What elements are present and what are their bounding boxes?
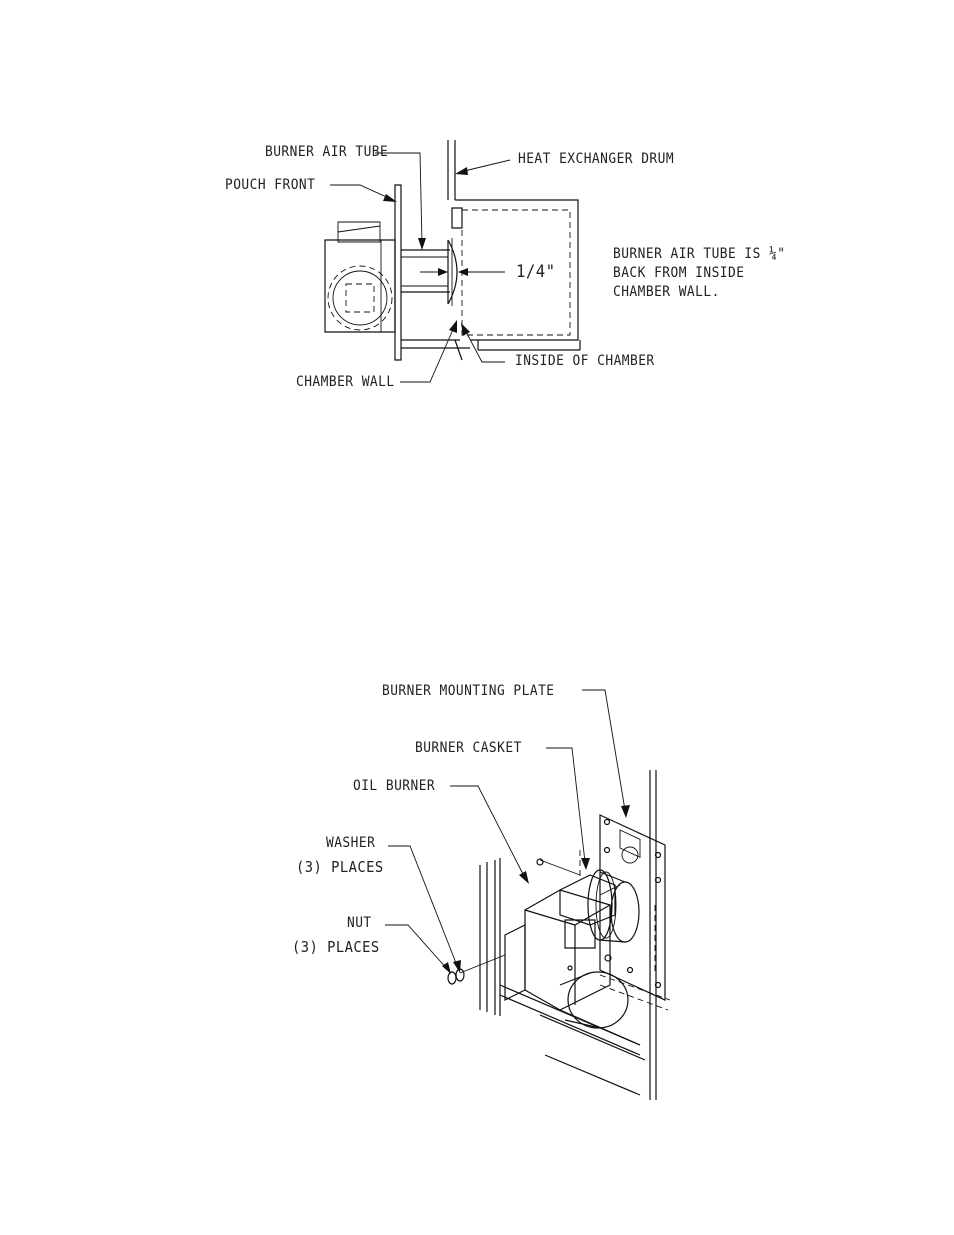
leader-pouch-front: [330, 185, 393, 200]
leader-heat-exchanger-drum: [460, 160, 510, 172]
label-burner-air-tube: BURNER AIR TUBE: [265, 144, 389, 160]
note-line-2: BACK FROM INSIDE: [613, 265, 745, 281]
pouch-front-plate: [395, 185, 401, 360]
label-nut: NUT: [347, 915, 372, 931]
label-heat-exchanger-drum: HEAT EXCHANGER DRUM: [518, 151, 675, 167]
burner-housing-top-block: [338, 222, 380, 242]
label-dimension-quarter-inch: 1/4": [516, 262, 556, 282]
label-oil-burner: OIL BURNER: [353, 778, 436, 794]
label-washer-qty: (3) PLACES: [296, 858, 384, 876]
label-inside-of-chamber: INSIDE OF CHAMBER: [515, 353, 655, 369]
label-burner-gasket: BURNER CASKET: [415, 740, 522, 756]
label-burner-mounting-plate: BURNER MOUNTING PLATE: [382, 683, 555, 699]
burner-motor-circle: [333, 271, 387, 325]
label-chamber-wall: CHAMBER WALL: [296, 374, 395, 390]
label-washer: WASHER: [326, 835, 376, 851]
leader-inside-of-chamber: [464, 328, 505, 362]
note-line-3: CHAMBER WALL.: [613, 284, 720, 300]
leader-burner-air-tube: [375, 153, 422, 244]
label-nut-qty: (3) PLACES: [292, 938, 380, 956]
note-line-1: BURNER AIR TUBE IS ¼": [613, 246, 786, 262]
label-pouch-front: POUCH FRONT: [225, 177, 316, 193]
leader-chamber-wall: [400, 325, 455, 382]
